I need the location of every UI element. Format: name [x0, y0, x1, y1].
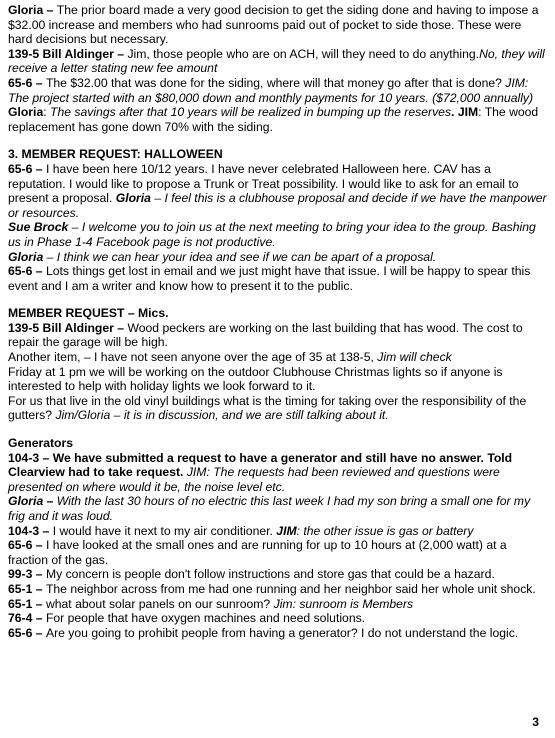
speaker-or-heading-text: 65-6 – — [8, 161, 46, 176]
minutes-paragraph — [8, 147, 547, 162]
paragraph-text: My concern is people don't follow instructions and store gas that could be a hazard. — [45, 567, 495, 582]
minutes-paragraph — [8, 451, 547, 495]
paragraph-text: The $32.00 that was done for the siding, where will that money go after that is done? — [45, 75, 506, 90]
speaker-or-heading-text: Gloria – — [8, 3, 57, 17]
paragraph-text: – I welcome you to join us at the next meeting to bring your idea to the group. Bashing us in Phase 1-4 Facebook page is not productive. — [8, 220, 536, 249]
paragraph-text: Lots things get lost in email and we just might have that issue. I will be happy to spear this event and I am a writer and know how to present it to the public. — [8, 264, 531, 293]
paragraph-text: : — [43, 105, 50, 120]
paragraph-text: Jim, those people who are on ACH, will they need to do anything. — [127, 46, 480, 61]
minutes-section — [8, 306, 547, 423]
minutes-paragraph — [8, 494, 547, 523]
speaker-or-heading-text: Gloria — [8, 249, 44, 264]
speaker-or-heading-text: . JIM — [451, 105, 479, 120]
paragraph-text: Jim will check — [377, 350, 452, 365]
paragraph-text: For people that have oxygen machines and need solutions. — [45, 611, 366, 626]
minutes-section — [8, 3, 547, 134]
paragraph-text: For us that live in the old vinyl buildings what is the timing for taking over the responsibility of the gutters? — [8, 393, 527, 423]
minutes-paragraph — [8, 597, 547, 612]
minutes-paragraph — [8, 350, 547, 365]
page-number: 3 — [532, 715, 539, 730]
paragraph-text: JIM: The project started with an $80,000 down and monthly payments for 10 years. ($72,000 annually) — [8, 75, 534, 105]
speaker-or-heading-text: Gloria – — [8, 494, 57, 509]
speaker-or-heading-text: 99-3 – — [8, 567, 46, 582]
paragraph-text: what about solar panels on our sunroom? — [45, 596, 274, 611]
speaker-or-heading-text: 3. MEMBER REQUEST: HALLOWEEN — [8, 147, 223, 162]
minutes-paragraph — [8, 264, 547, 293]
minutes-paragraph — [8, 105, 547, 134]
speaker-or-heading-text: 65-6 – — [8, 538, 46, 553]
paragraph-text: The prior board made a very good decision to get the siding done and having to impose a $32.00 increase and members who had sunrooms paid out of pocket to side those. These were hard decisions but necessary. — [8, 3, 539, 47]
paragraph-text: I have looked at the small ones and are running for up to 10 hours at (2,000 watt) at a fraction of the gas. — [8, 538, 507, 567]
speaker-or-heading-text: 65-6 – — [8, 75, 46, 90]
speaker-or-heading-text: Generators — [8, 436, 74, 451]
speaker-or-heading-text: 65-6 – — [8, 264, 46, 279]
paragraph-text: Another item, – I have not seen anyone over the age of 35 at 138-5, — [8, 350, 378, 365]
minutes-paragraph — [8, 220, 547, 249]
paragraph-text: Are you going to prohibit people from having a generator? I do not understand the logic. — [45, 625, 519, 640]
minutes-paragraph — [8, 524, 547, 539]
minutes-paragraph — [8, 567, 547, 582]
minutes-paragraph — [8, 611, 547, 626]
minutes-paragraph — [8, 3, 547, 47]
speaker-or-heading-text: Gloria — [115, 191, 151, 206]
paragraph-text: The savings after that 10 years will be realized in bumping up the reserves — [50, 105, 452, 120]
minutes-body — [8, 3, 547, 640]
paragraph-text: JIM: The requests had been reviewed and questions were presented on where would it be, the noise level etc. — [8, 465, 500, 494]
paragraph-text: The neighbor across from me had one running and her neighbor said her whole unit shock. — [45, 581, 536, 596]
minutes-paragraph — [8, 162, 547, 220]
paragraph-text: : the other issue is gas or battery — [296, 523, 474, 538]
paragraph-text: – I feel this is a clubhouse proposal and decide if we have the manpower or resources. — [8, 191, 547, 220]
paragraph-text: Jim/Gloria – it is in discussion, and we are still talking about it. — [55, 408, 389, 423]
paragraph-text: Wood peckers are working on the last building that has wood. The cost to repair the garage will be high. — [8, 320, 523, 350]
speaker-or-heading-text: 65-1 – — [8, 596, 46, 611]
minutes-paragraph — [8, 47, 547, 76]
speaker-or-heading-text: JIM — [276, 523, 297, 538]
speaker-or-heading-text: 65-1 – — [8, 581, 46, 596]
paragraph-text: Jim: sunroom is Members — [273, 596, 414, 611]
paragraph-text: No, they will receive a letter stating new fee amount — [8, 46, 545, 76]
paragraph-text: I would have it next to my air conditioner. — [52, 523, 277, 538]
paragraph-text: – I think we can hear your idea and see if we can be apart of a proposal. — [43, 249, 437, 264]
minutes-paragraph — [8, 365, 547, 394]
minutes-paragraph — [8, 436, 547, 451]
minutes-section — [8, 436, 547, 640]
speaker-or-heading-text: 104-3 – — [8, 523, 53, 538]
paragraph-text: With the last 30 hours of no electric this last week I had my son bring a small one for my frig and it was loud. — [8, 494, 531, 523]
speaker-or-heading-text: Gloria — [8, 105, 44, 120]
minutes-paragraph — [8, 250, 547, 265]
paragraph-text: I have been here 10/12 years. I have never celebrated Halloween here. CAV has a reputation. I would like to propose a Trunk or Treat possibility. I would like to ask for an email to present a proposal. — [8, 161, 519, 206]
speaker-or-heading-text: 76-4 – — [8, 611, 46, 626]
speaker-or-heading-text: 139-5 Bill Aldinger – — [8, 320, 128, 335]
minutes-paragraph — [8, 306, 547, 321]
minutes-section — [8, 147, 547, 293]
speaker-or-heading-text: MEMBER REQUEST – Mics. — [8, 306, 169, 321]
minutes-paragraph — [8, 582, 547, 597]
minutes-paragraph — [8, 321, 547, 350]
minutes-paragraph — [8, 394, 547, 423]
minutes-paragraph — [8, 626, 547, 641]
speaker-or-heading-text: Sue Brock — [8, 220, 69, 235]
speaker-or-heading-text: 65-6 – — [8, 625, 46, 640]
minutes-paragraph — [8, 76, 547, 105]
paragraph-text: Friday at 1 pm we will be working on the outdoor Clubhouse Christmas lights so if anyone is interested to help with holiday lights we look forward to it. — [8, 364, 503, 394]
speaker-or-heading-text: 139-5 Bill Aldinger – — [8, 46, 128, 61]
minutes-paragraph — [8, 538, 547, 567]
speaker-or-heading-text: 104-3 – We have submitted a request to have a generator and still have no answer. Told Clearview had to take request. — [8, 450, 513, 480]
paragraph-text: : The wood replacement has gone down 70% with the siding. — [8, 105, 539, 134]
